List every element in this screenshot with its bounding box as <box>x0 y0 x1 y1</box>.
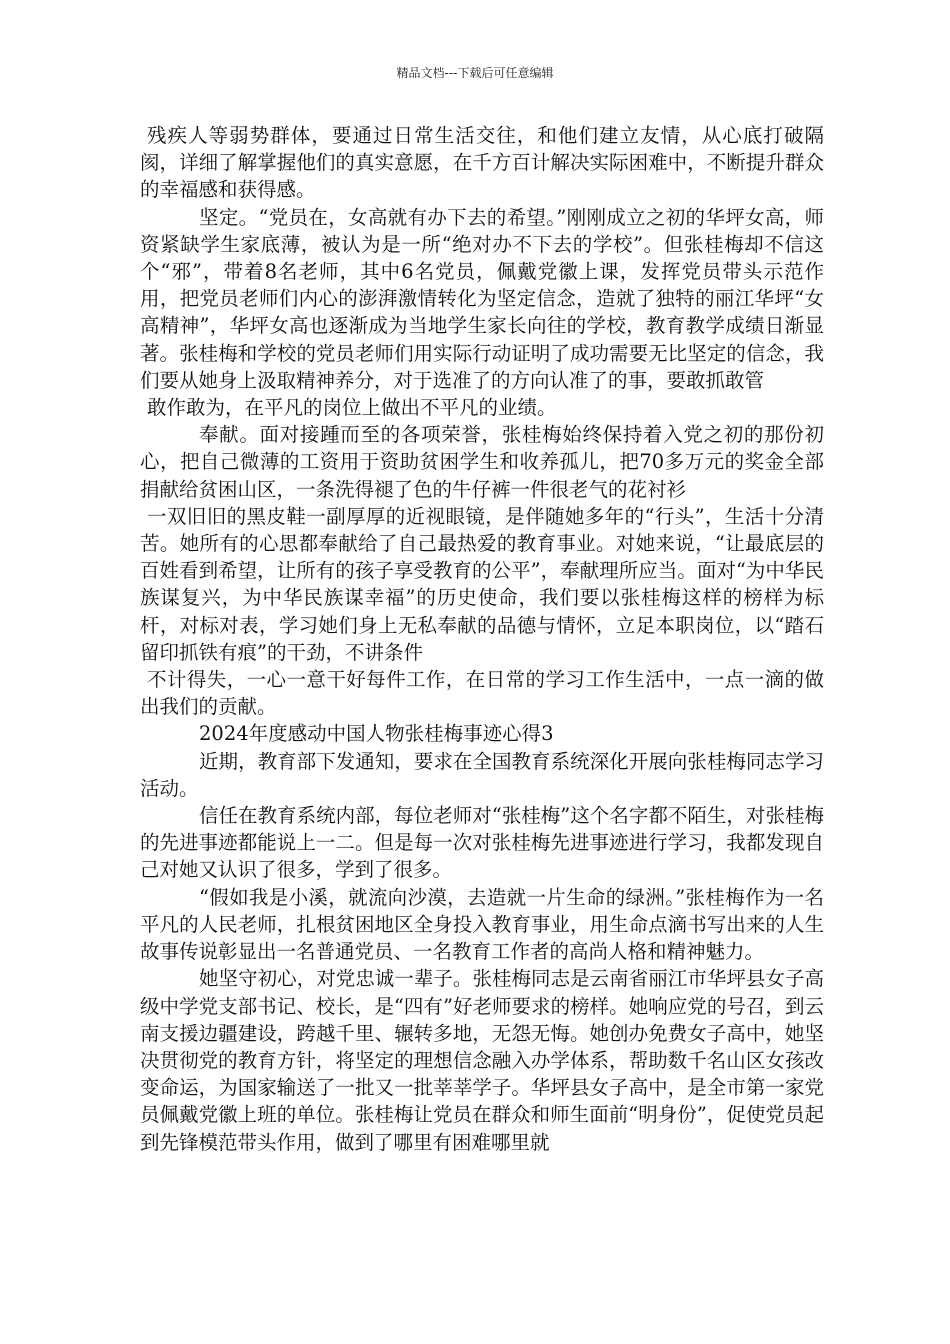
document-body <box>140 122 824 1156</box>
paragraph: 残疾人等弱势群体，要通过日常生活交往，和他们建立友情，从心底打破隔阂，详细了解掌握他们的真实意愿，在千方百计解决实际困难中，不断提升群众的幸福感和获得感。 <box>140 124 824 202</box>
paragraph: 不计得失，一心一意干好每件工作，在日常的学习工作生活中，一点一滴的做出我们的贡献。 <box>140 668 824 719</box>
paragraph: 近期，教育部下发通知，要求在全国教育系统深化开展向张桂梅同志学习活动。 <box>140 749 824 800</box>
paragraph: 奉献。面对接踵而至的各项荣誉，张桂梅始终保持着入党之初的那份初心，把自己微薄的工资用于资助贫困学生和收养孤儿，把70多万元的奖金全部捐献给贫困山区，一条洗得褪了色的牛仔裤一件很老气的花衬衫 <box>140 423 824 501</box>
paragraph: 她坚守初心，对党忠诚一辈子。张桂梅同志是云南省丽江市华坪县女子高级中学党支部书记、校长，是“四有”好老师要求的榜样。她响应党的号召，到云南支援边疆建设，跨越千里、辗转多地，无怨无悔。她创办免费女子高中，她坚决贯彻党的教育方针，将坚定的理想信念融入办学体系，帮助数千名山区女孩改变命运，为国家输送了一批又一批莘莘学子。华坪县女子高中，是全市第一家党员佩戴党徽上班的单位。张桂梅让党员在群众和师生面前“明身份”，促使党员起到先锋模范带头作用，做到了哪里有困难哪里就 <box>140 967 824 1154</box>
section-heading: 2024年度感动中国人物张桂梅事迹心得3 <box>199 722 554 746</box>
paragraph: 敢作敢为，在平凡的岗位上做出不平凡的业绩。 <box>147 396 557 420</box>
paragraph: 坚定。“党员在，女高就有办下去的希望。”刚刚成立之初的华坪女高，师资紧缺学生家底薄，被认为是一所“绝对办不下去的学校”。但张桂梅却不信这个“邪”，带着8名老师，其中6名党员，佩戴党徽上课，发挥党员带头示范作用，把党员老师们内心的澎湃激情转化为坚定信念，造就了独特的丽江华坪“女高精神”，华坪女高也逐渐成为当地学生家长向往的学校，教育教学成绩日渐显著。张桂梅和学校的党员老师们用实际行动证明了成功需要无比坚定的信念，我们要从她身上汲取精神养分，对于选准了的方向认准了的事，要敢抓敢管 <box>140 205 824 392</box>
paragraph: 信任在教育系统内部，每位老师对“张桂梅”这个名字都不陌生，对张桂梅的先进事迹都能说上一二。但是每一次对张桂梅先进事迹进行学习，我都发现自己对她又认识了很多，学到了很多。 <box>140 804 824 882</box>
paragraph: 一双旧旧的黑皮鞋一副厚厚的近视眼镜，是伴随她多年的“行头”，生活十分清苦。她所有的心思都奉献给了自己最热爱的教育事业。对她来说，“让最底层的百姓看到希望，让所有的孩子享受教育的公平”，奉献理所应当。面对“为中华民族谋复兴，为中华民族谋幸福”的历史使命，我们要以张桂梅这样的榜样为标杆，对标对表，学习她们身上无私奉献的品德与情怀，立足本职岗位，以“踏石留印抓铁有痕”的干劲，不讲条件 <box>140 504 824 664</box>
page-header: 精品文档---下载后可任意编辑 <box>396 66 554 80</box>
paragraph: “假如我是小溪，就流向沙漠，去造就一片生命的绿洲。”张桂梅作为一名平凡的人民老师，扎根贫困地区全身投入教育事业，用生命点滴书写出来的人生故事传说彰显出一名普通党员、一名教育工作者的高尚人格和精神魅力。 <box>140 885 824 964</box>
